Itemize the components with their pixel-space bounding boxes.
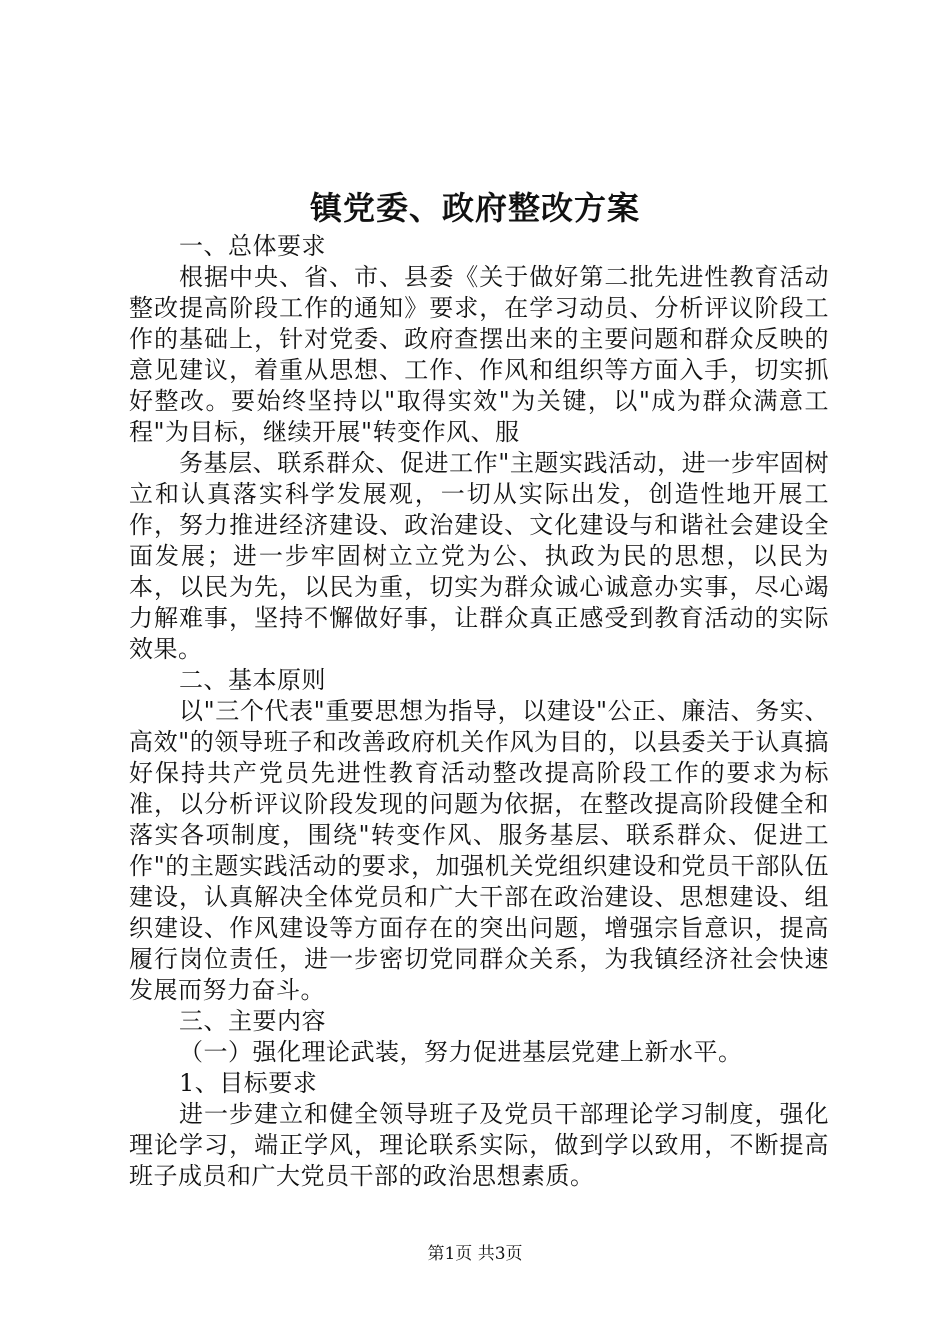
- subsection-heading: （一）强化理论武装，努力促进基层党建上新水平。: [179, 1038, 743, 1066]
- section-heading-main-content: 三、主要内容: [179, 1007, 326, 1035]
- section-heading-general-requirements: 一、总体要求: [179, 232, 326, 260]
- paragraph: 以"三个代表"重要思想为指导，以建设"公正、廉洁、务实、高效"的领导班子和改善政府机关作风为目的，以县委关于认真搞好保持共产党员先进性教育活动整改提高阶段工作的要求为标准，以分析评议阶段发现的问题为依据，在整改提高阶段健全和落实各项制度，围绕"转变作风、服务基层、联系群众、促进工作"的主题实践活动的要求，加强机关党组织建设和党员干部队伍建设，认真解决全体党员和广大干部在政治建设、思想建设、组织建设、作风建设等方面存在的突出问题，增强宗旨意识，提高履行岗位责任，进一步密切党同群众关系，为我镇经济社会快速发展而努力奋斗。: [129, 697, 829, 1004]
- document-title: 镇党委、政府整改方案: [309, 189, 640, 227]
- paragraph: 根据中央、省、市、县委《关于做好第二批先进性教育活动整改提高阶段工作的通知》要求，在学习动员、分析评议阶段工作的基础上，针对党委、政府查摆出来的主要问题和群众反映的意见建议，着重从思想、工作、作风和组织等方面入手，切实抓好整改。要始终坚持以"取得实效"为关键，以"成为群众满意工程"为目标，继续开展"转变作风、服: [129, 263, 829, 446]
- item-heading: 1、目标要求: [179, 1069, 318, 1097]
- page-number-footer: 第1页 共3页: [427, 1244, 523, 1264]
- paragraph: 进一步建立和健全领导班子及党员干部理论学习制度，强化理论学习，端正学风，理论联系实际，做到学以致用，不断提高班子成员和广大党员干部的政治思想素质。: [129, 1100, 829, 1190]
- paragraph: 务基层、联系群众、促进工作"主题实践活动，进一步牢固树立和认真落实科学发展观，一切从实际出发，创造性地开展工作，努力推进经济建设、政治建设、文化建设与和谐社会建设全面发展；进一步牢固树立立党为公、执政为民的思想，以民为本，以民为先，以民为重，切实为群众诚心诚意办实事，尽心竭力解难事，坚持不懈做好事，让群众真正感受到教育活动的实际效果。: [129, 449, 829, 663]
- document-body: [129, 231, 829, 1192]
- section-heading-basic-principles: 二、基本原则: [179, 666, 326, 694]
